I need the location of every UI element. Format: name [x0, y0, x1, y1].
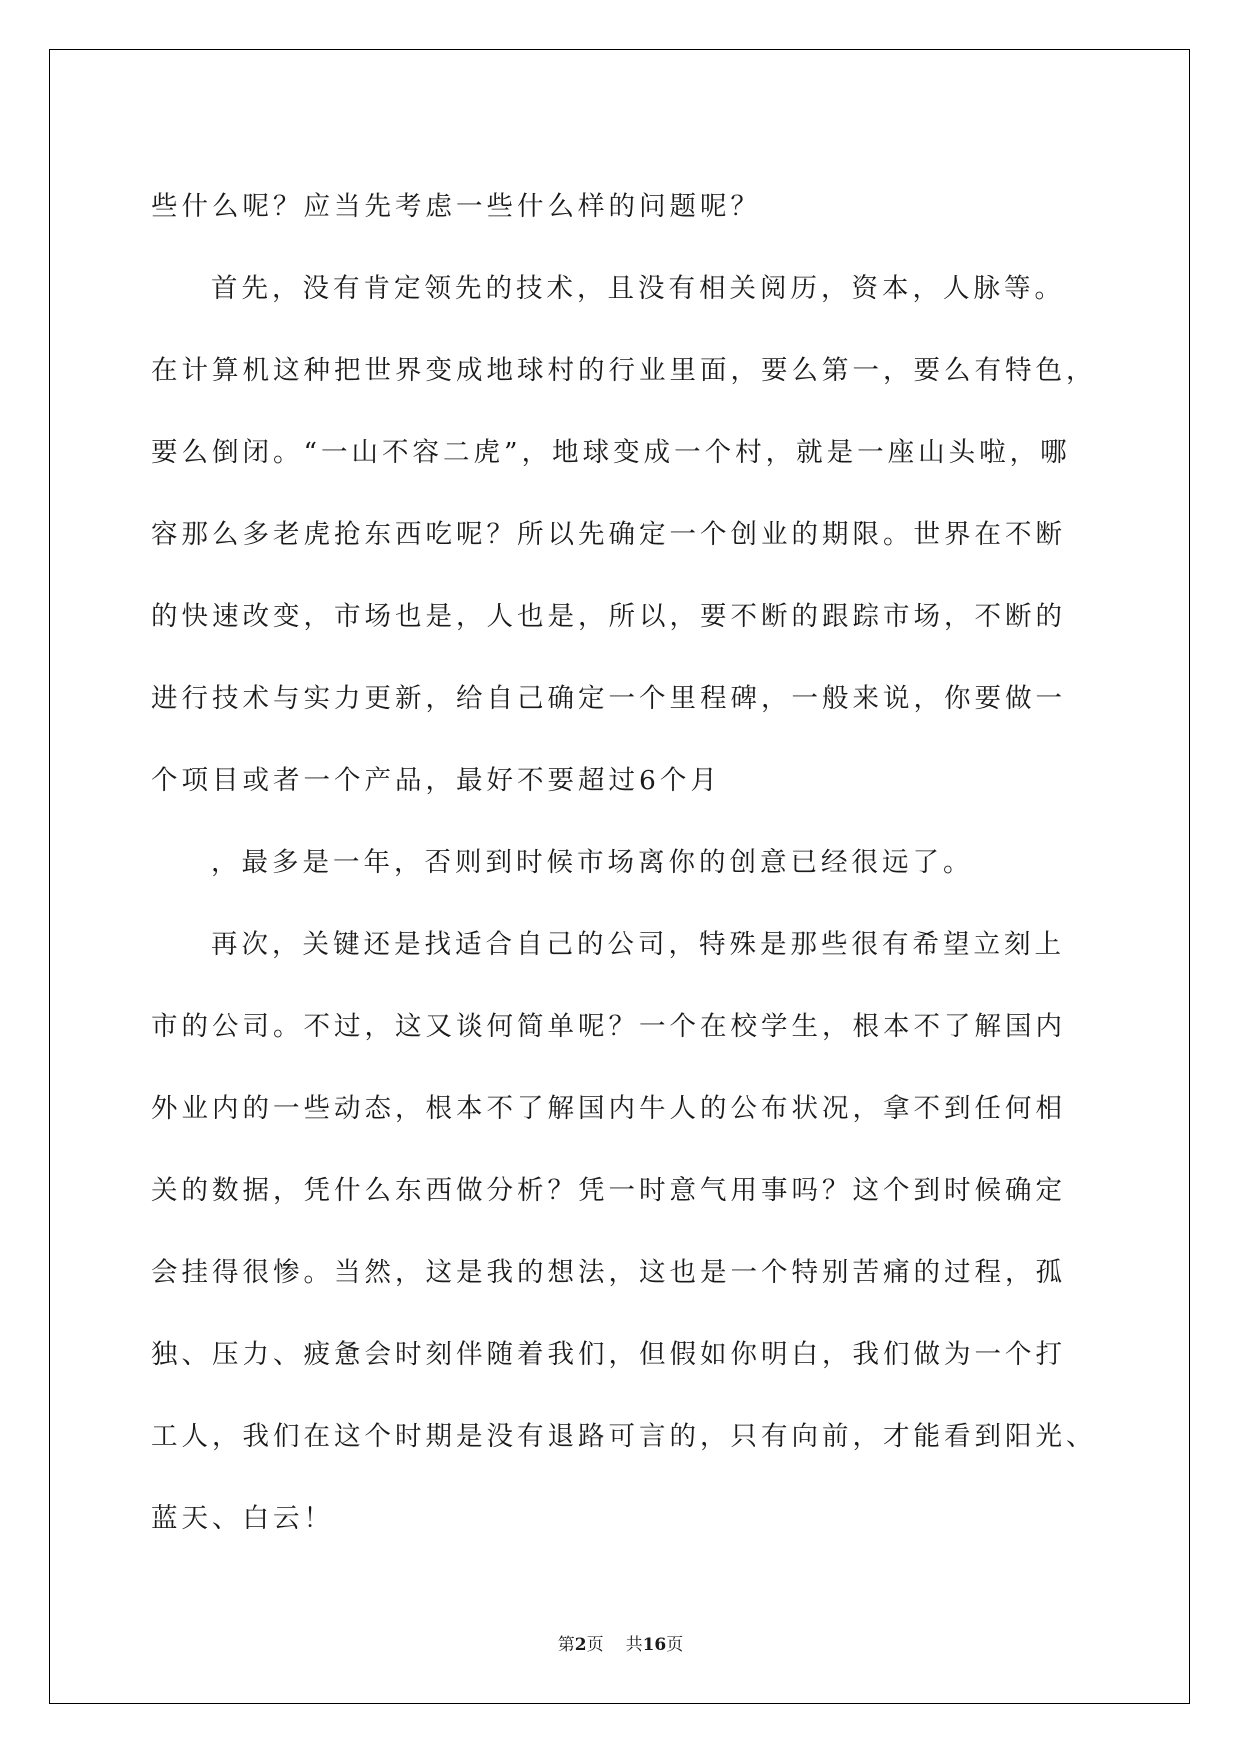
page-prefix: 第 [557, 1635, 575, 1655]
total-prefix: 共 [625, 1635, 643, 1655]
text-line: 会挂得很惨。当然，这是我的想法，这也是一个特别苦痛的过程，孤 [151, 1257, 1066, 1288]
text-line: 市的公司。不过，这又谈何简单呢？一个在校学生，根本不了解国内 [151, 1011, 1066, 1042]
text-line: 进行技术与实力更新，给自己确定一个里程碑，一般来说，你要做一 [151, 683, 1066, 714]
document-body [151, 166, 1121, 1560]
page-footer [0, 1630, 1241, 1655]
text-line: 蓝天、白云！ [151, 1503, 334, 1534]
total-page-count: 16 [642, 1635, 667, 1655]
text-line: 在计算机这种把世界变成地球村的行业里面，要么第一，要么有特色， [151, 355, 1097, 386]
text-line: 个项目或者一个产品，最好不要超过6个月 [151, 765, 721, 796]
text-line: 独、压力、疲惫会时刻伴随着我们，但假如你明白，我们做为一个打 [151, 1339, 1066, 1370]
text-line: 的快速改变，市场也是，人也是，所以，要不断的跟踪市场，不断的 [151, 601, 1066, 632]
text-line: 些什么呢？应当先考虑一些什么样的问题呢？ [151, 191, 761, 222]
text-line: 首先，没有肯定领先的技术，且没有相关阅历，资本，人脉等。 [211, 273, 1065, 304]
text-line: 容那么多老虎抢东西吃呢？所以先确定一个创业的期限。世界在不断 [151, 519, 1066, 550]
current-page-number: 2 [574, 1635, 587, 1655]
text-line: 工人，我们在这个时期是没有退路可言的，只有向前，才能看到阳光、 [151, 1421, 1097, 1452]
page-suffix: 页 [586, 1635, 604, 1655]
total-suffix: 页 [666, 1635, 684, 1655]
text-line: 关的数据，凭什么东西做分析？凭一时意气用事吗？这个到时候确定 [151, 1175, 1066, 1206]
text-line: 再次，关键还是找适合自己的公司，特殊是那些很有希望立刻上 [211, 929, 1065, 960]
text-line: ，最多是一年，否则到时候市场离你的创意已经很远了。 [211, 847, 974, 878]
text-line: 要么倒闭。“一山不容二虎”，地球变成一个村，就是一座山头啦，哪 [151, 437, 1071, 468]
text-line: 外业内的一些动态，根本不了解国内牛人的公布状况，拿不到任何相 [151, 1093, 1066, 1124]
